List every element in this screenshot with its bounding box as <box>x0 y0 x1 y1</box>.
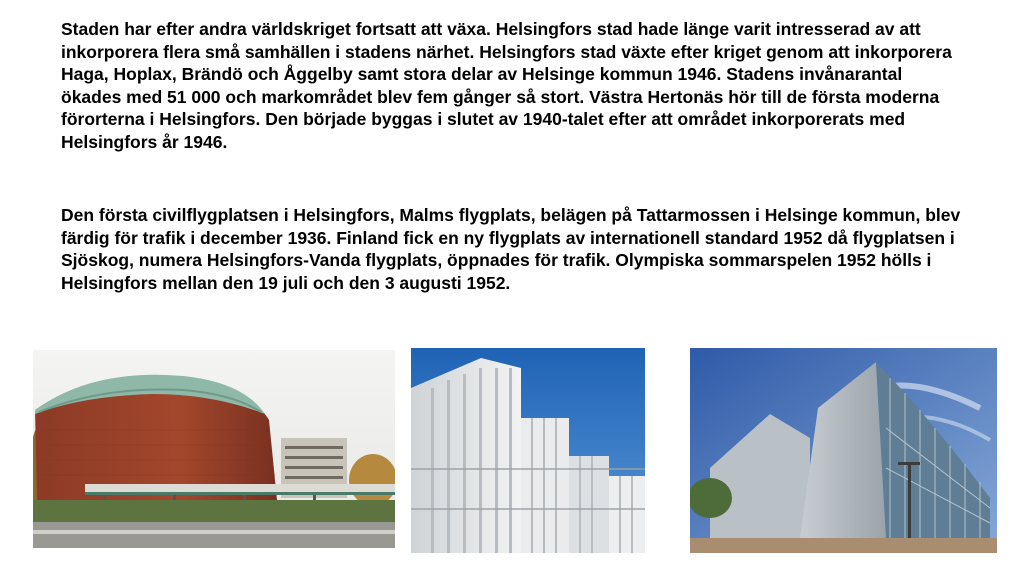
photo-glass-museum <box>690 348 997 553</box>
body-paragraph-2: Den första civilflygplatsen i Helsingfors, Malms flygplats, belägen på Tattarmossen i Helsinge kommun, blev färdig för trafik i december 1936. Finland fick en ny flygplats av internationell standard 1952 då flygplatsen i Sjöskog, numera Helsingfors-Vanda flygplats, öppnades för trafik. Olympiska sommarspelen 1952 hölls i Helsingfors mellan den 19 juli och den 3 augusti 1952. <box>61 205 961 293</box>
photo-brick-church <box>33 350 395 548</box>
photo-white-hall <box>411 348 645 553</box>
body-paragraph-1: Staden har efter andra världskriget fortsatt att växa. Helsingfors stad hade länge varit intresserad av att inkorporera flera små samhällen i stadens närhet. Helsingfors stad växte efter kriget genom att inkorporera Haga, Hoplax, Brändö och Åggelby samt stora delar av Helsinge kommun 1946. Stadens invånarantal ökades med 51 000 och markområdet blev fem gånger så stort. Västra Hertonäs hör till de första moderna förorterna i Helsingfors. Den började byggas i slutet av 1940-talet efter att området inkorporerats med Helsingfors år 1946. <box>61 19 952 152</box>
